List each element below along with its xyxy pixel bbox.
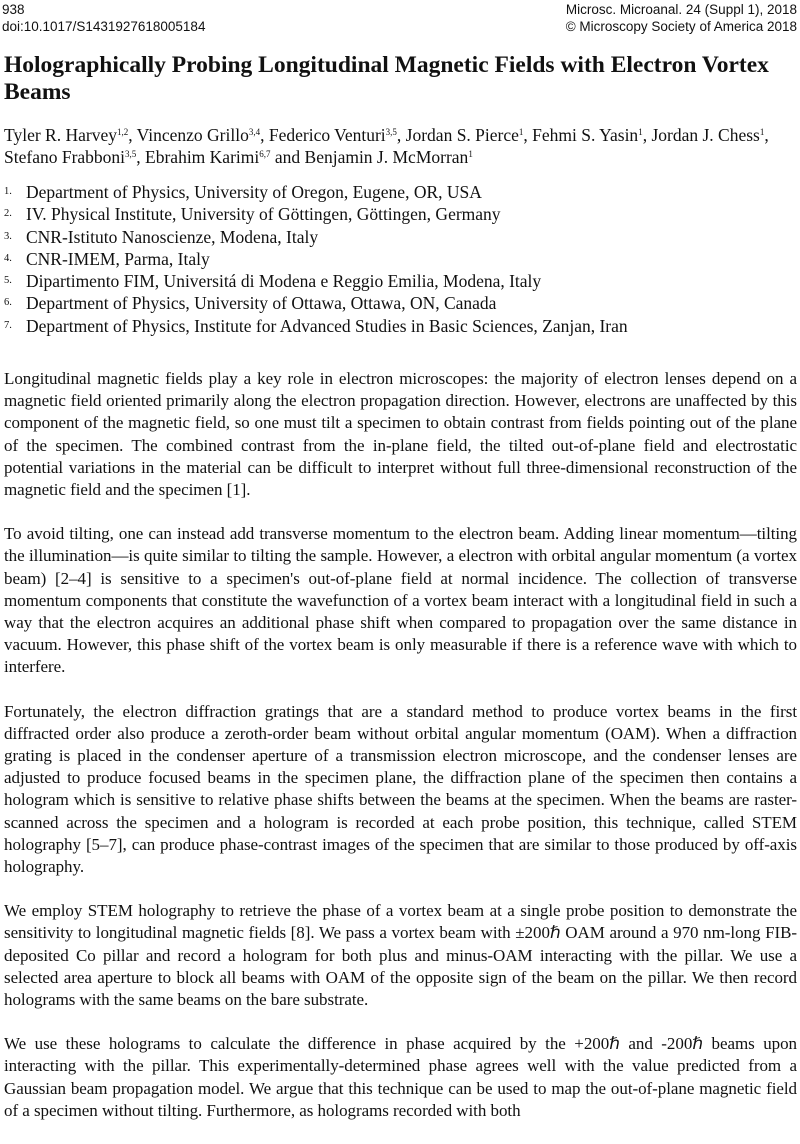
- affiliation-number: 4.: [4, 252, 12, 264]
- journal-citation: Microsc. Microanal. 24 (Suppl 1), 2018: [565, 2, 797, 17]
- affiliation-item: [4, 248, 784, 270]
- author-separator: ,: [260, 125, 269, 145]
- author-name: Stefano Frabboni: [4, 147, 126, 167]
- author-affiliation-marker: 3,5: [125, 149, 137, 159]
- affiliation-number: 3.: [4, 230, 12, 242]
- body-paragraph-2: To avoid tilting, one can instead add transverse momentum to the electron beam. Adding linear momentum—tilting the illumination—is quite similar to tilting the sample. However, a electron with orbital angular momentum (a vortex beam) [2–4] is sensitive to a specimen's out-of-plane field at normal incidence. The collection of transverse momentum components that constitute the wavefunction of a vortex beam interact with a longitudinal field in such a way that the electron acquires an additional phase shift when compared to propagation over the same distance in vacuum. However, this phase shift of the vortex beam is only measurable if there is a reference wave with which to interfere.: [4, 524, 797, 677]
- affiliation-item: [4, 226, 784, 248]
- affiliation-text: Department of Physics, University of Ottawa, Ottawa, ON, Canada: [26, 293, 497, 314]
- author: [406, 125, 533, 145]
- affiliation-item: [4, 203, 784, 225]
- affiliation-item: [4, 292, 784, 314]
- affiliation-text: CNR-IMEM, Parma, Italy: [26, 248, 210, 269]
- author: [532, 125, 651, 145]
- author-name: Jordan J. Chess: [651, 125, 760, 145]
- author-name: Vincenzo Grillo: [136, 125, 249, 145]
- affiliation-number: 7.: [4, 319, 12, 331]
- affiliation-text: Dipartimento FIM, Universitá di Modena e Reggio Emilia, Modena, Italy: [26, 271, 542, 292]
- affiliation-text: IV. Physical Institute, University of Göttingen, Göttingen, Germany: [26, 204, 501, 225]
- affiliation-text: Department of Physics, University of Oregon, Eugene, OR, USA: [26, 182, 482, 202]
- author: [137, 125, 269, 145]
- affiliation-item: [4, 315, 784, 337]
- affiliation-number: 6.: [4, 297, 12, 309]
- body-paragraph-4: We employ STEM holography to retrieve the phase of a vortex beam at a single probe position to demonstrate the sensitivity to longitudinal magnetic fields [8]. We pass a vortex beam with ±200ℏ OAM around a 970 nm-long FIB-deposited Co pillar and record a hologram for both plus and minus-OAM interacting with the pillar. We use a selected area aperture to block all beams with OAM of the opposite sign of the beam on the pillar. We then record holograms with the same beams on the bare substrate.: [4, 901, 797, 1010]
- author-separator: ,: [128, 125, 137, 145]
- author-affiliation-marker: 1: [638, 127, 643, 137]
- author: [305, 147, 473, 167]
- copyright-notice: © Microscopy Society of America 2018: [565, 19, 797, 34]
- author-separator: ,: [642, 125, 652, 145]
- doi: doi:10.1017/S1431927618005184: [2, 19, 206, 34]
- author: [4, 147, 145, 167]
- author-name: Tyler R. Harvey: [4, 125, 117, 145]
- author: [651, 125, 768, 145]
- author: [145, 147, 304, 167]
- author-affiliation-marker: 1: [759, 127, 765, 137]
- affiliation-text: CNR-Istituto Nanoscienze, Modena, Italy: [26, 226, 319, 247]
- affiliation-text: Department of Physics, Institute for Advanced Studies in Basic Sciences, Zanjan, Iran: [26, 315, 628, 336]
- author-affiliation-marker: 3,5: [385, 127, 397, 137]
- author-affiliation-marker: 6,7: [259, 149, 271, 159]
- author-affiliation-marker: 1,2: [116, 127, 129, 137]
- affiliation-number: 5.: [4, 275, 12, 287]
- affiliation-number: 1.: [4, 186, 12, 197]
- affiliation-number: 2.: [4, 208, 12, 220]
- header-right: [566, 1, 797, 35]
- author-separator: and: [270, 147, 305, 167]
- author-separator: ,: [396, 125, 406, 145]
- author-name: Benjamin J. McMorran: [304, 147, 469, 167]
- body-paragraph-3: Fortunately, the electron diffraction gratings that are a standard method to produce vortex beams in the first diffracted order also produce a zeroth-order beam without orbital angular momentum (OAM). When a diffraction grating is placed in the condenser aperture of a transmission electron microscope, and the condenser lenses are adjusted to produce focused beams in the specimen plane, the diffraction plane of the specimen then contains a hologram which is sensitive to relative phase shifts between the beams at the specimen. When the beams are raster-scanned across the specimen and a hologram is recorded at each probe position, this technique, called STEM holography [5–7], can produce phase-contrast images of the specimen that are similar to those produced by off-axis holography.: [4, 701, 797, 877]
- affiliation-list: [4, 181, 784, 337]
- header-left: [2, 1, 205, 35]
- body-paragraph-1: Longitudinal magnetic fields play a key role in electron microscopes: the majority of electron lenses depend on a magnetic field oriented primarily along the electron propagation direction. However, electrons are unaffected by this component of the magnetic field, so one must tilt a specimen to obtain contrast from fields pointing out of the plane of the specimen. The combined contrast from the in-plane field, the tilted out-of-plane field and electrostatic potential variations in the material can be difficult to interpret without full three-dimensional reconstruction of the magnetic field and the specimen [1].: [4, 369, 797, 500]
- author-name: Fehmi S. Yasin: [532, 125, 639, 145]
- author-affiliation-marker: 3,4: [248, 127, 261, 137]
- author-name: Jordan S. Pierce: [405, 125, 519, 145]
- paper-title: Holographically Probing Longitudinal Magnetic Fields with Electron Vortex Beams: [4, 52, 769, 105]
- author-separator: ,: [764, 125, 769, 145]
- author-separator: ,: [136, 147, 146, 167]
- author-affiliation-marker: 1: [518, 127, 524, 137]
- abstract-body: [4, 368, 797, 1144]
- affiliation-item: [4, 270, 784, 292]
- affiliation-item: [4, 181, 784, 203]
- author: [269, 125, 406, 145]
- author-separator: ,: [523, 125, 533, 145]
- page-number: 938: [2, 2, 25, 17]
- author-name: Federico Venturi: [268, 125, 386, 145]
- author: [4, 125, 137, 145]
- author-name: Ebrahim Karimi: [145, 147, 260, 167]
- body-paragraph-5: We use these holograms to calculate the difference in phase acquired by the +200ℏ and -200ℏ beams upon interacting with the pillar. This experimentally-determined phase agrees well with the value predicted from a Gaussian beam propagation model. We argue that this technique can be used to map the out-of-plane magnetic field of a specimen without tilting. Furthermore, as holograms recorded with both: [4, 1034, 797, 1120]
- author-affiliation-marker: 1: [468, 149, 473, 159]
- page-header: [0, 0, 800, 38]
- author-list: [4, 124, 794, 168]
